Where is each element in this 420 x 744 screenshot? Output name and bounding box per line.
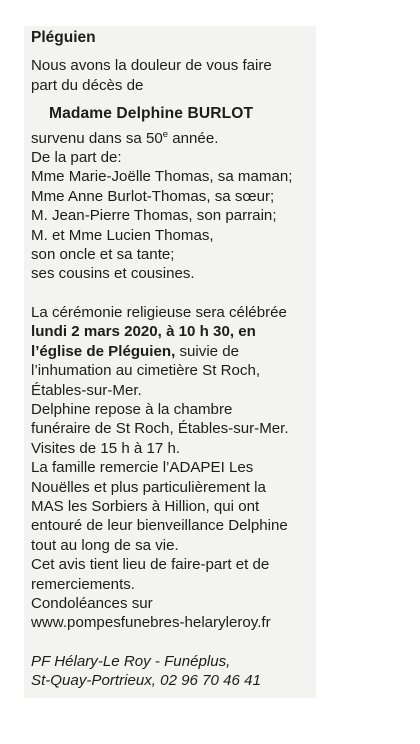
ceremony-line: La cérémonie religieuse sera célébrée (31, 303, 287, 321)
ceremony-place-line (31, 342, 331, 361)
funeral-home-signature (31, 652, 331, 691)
detail-line: Nouëlles et plus particulièrement la (31, 478, 266, 496)
website-url: www.pompesfunebres-helaryleroy.fr (31, 614, 271, 632)
footer-line: St-Quay-Portrieux, 02 96 70 46 41 (31, 672, 261, 690)
ceremony-line: l’inhumation au cimetière St Roch, (31, 362, 261, 380)
detail-line: Visites de 15 h à 17 h. (31, 439, 181, 457)
deceased-name: Madame Delphine BURLOT (49, 105, 254, 123)
detail-line: tout au long de sa vie. (31, 536, 179, 554)
age-line (31, 129, 331, 148)
ceremony-date: lundi 2 mars 2020, à 10 h 30, en (31, 323, 256, 341)
family-line: ses cousins et cousines. (31, 265, 195, 283)
detail-line: La famille remercie l’ADAPEI Les (31, 459, 254, 477)
family-line: M. Jean-Pierre Thomas, son parrain; (31, 207, 277, 225)
detail-line: Delphine repose à la chambre (31, 400, 233, 418)
ceremony-place-rest: suivie de (175, 342, 240, 360)
obituary-notice (31, 28, 331, 691)
intro-line: Nous avons la douleur de vous faire (31, 57, 272, 75)
intro-line: part du décès de (31, 76, 144, 94)
detail-line: MAS les Sorbiers à Hillion, qui ont (31, 497, 260, 515)
detail-line: remerciements. (31, 575, 136, 593)
town-heading: Pléguien (31, 29, 96, 46)
footer-line: PF Hélary-Le Roy - Funéplus, (31, 652, 231, 670)
family-line: Mme Marie-Joëlle Thomas, sa maman; (31, 168, 293, 186)
family-line: son oncle et sa tante; (31, 246, 175, 264)
ceremony-line: Étables-sur-Mer. (31, 381, 142, 399)
detail-line: Condoléances sur (31, 594, 153, 612)
detail-line: Cet avis tient lieu de faire-part et de (31, 556, 270, 574)
paragraph-gap (31, 284, 331, 303)
age-text-end: année. (168, 129, 219, 147)
family-line: De la part de: (31, 149, 122, 167)
family-line: Mme Anne Burlot-Thomas, sa sœur; (31, 187, 275, 205)
ceremony-place: l’église de Pléguien, (31, 342, 176, 360)
age-superscript: e (162, 128, 169, 140)
detail-line: funéraire de St Roch, Étables-sur-Mer. (31, 420, 289, 438)
detail-line: entouré de leur bienveillance Delphine (31, 517, 288, 535)
age-text: survenu dans sa 50 (31, 129, 163, 147)
family-line: M. et Mme Lucien Thomas, (31, 226, 214, 244)
